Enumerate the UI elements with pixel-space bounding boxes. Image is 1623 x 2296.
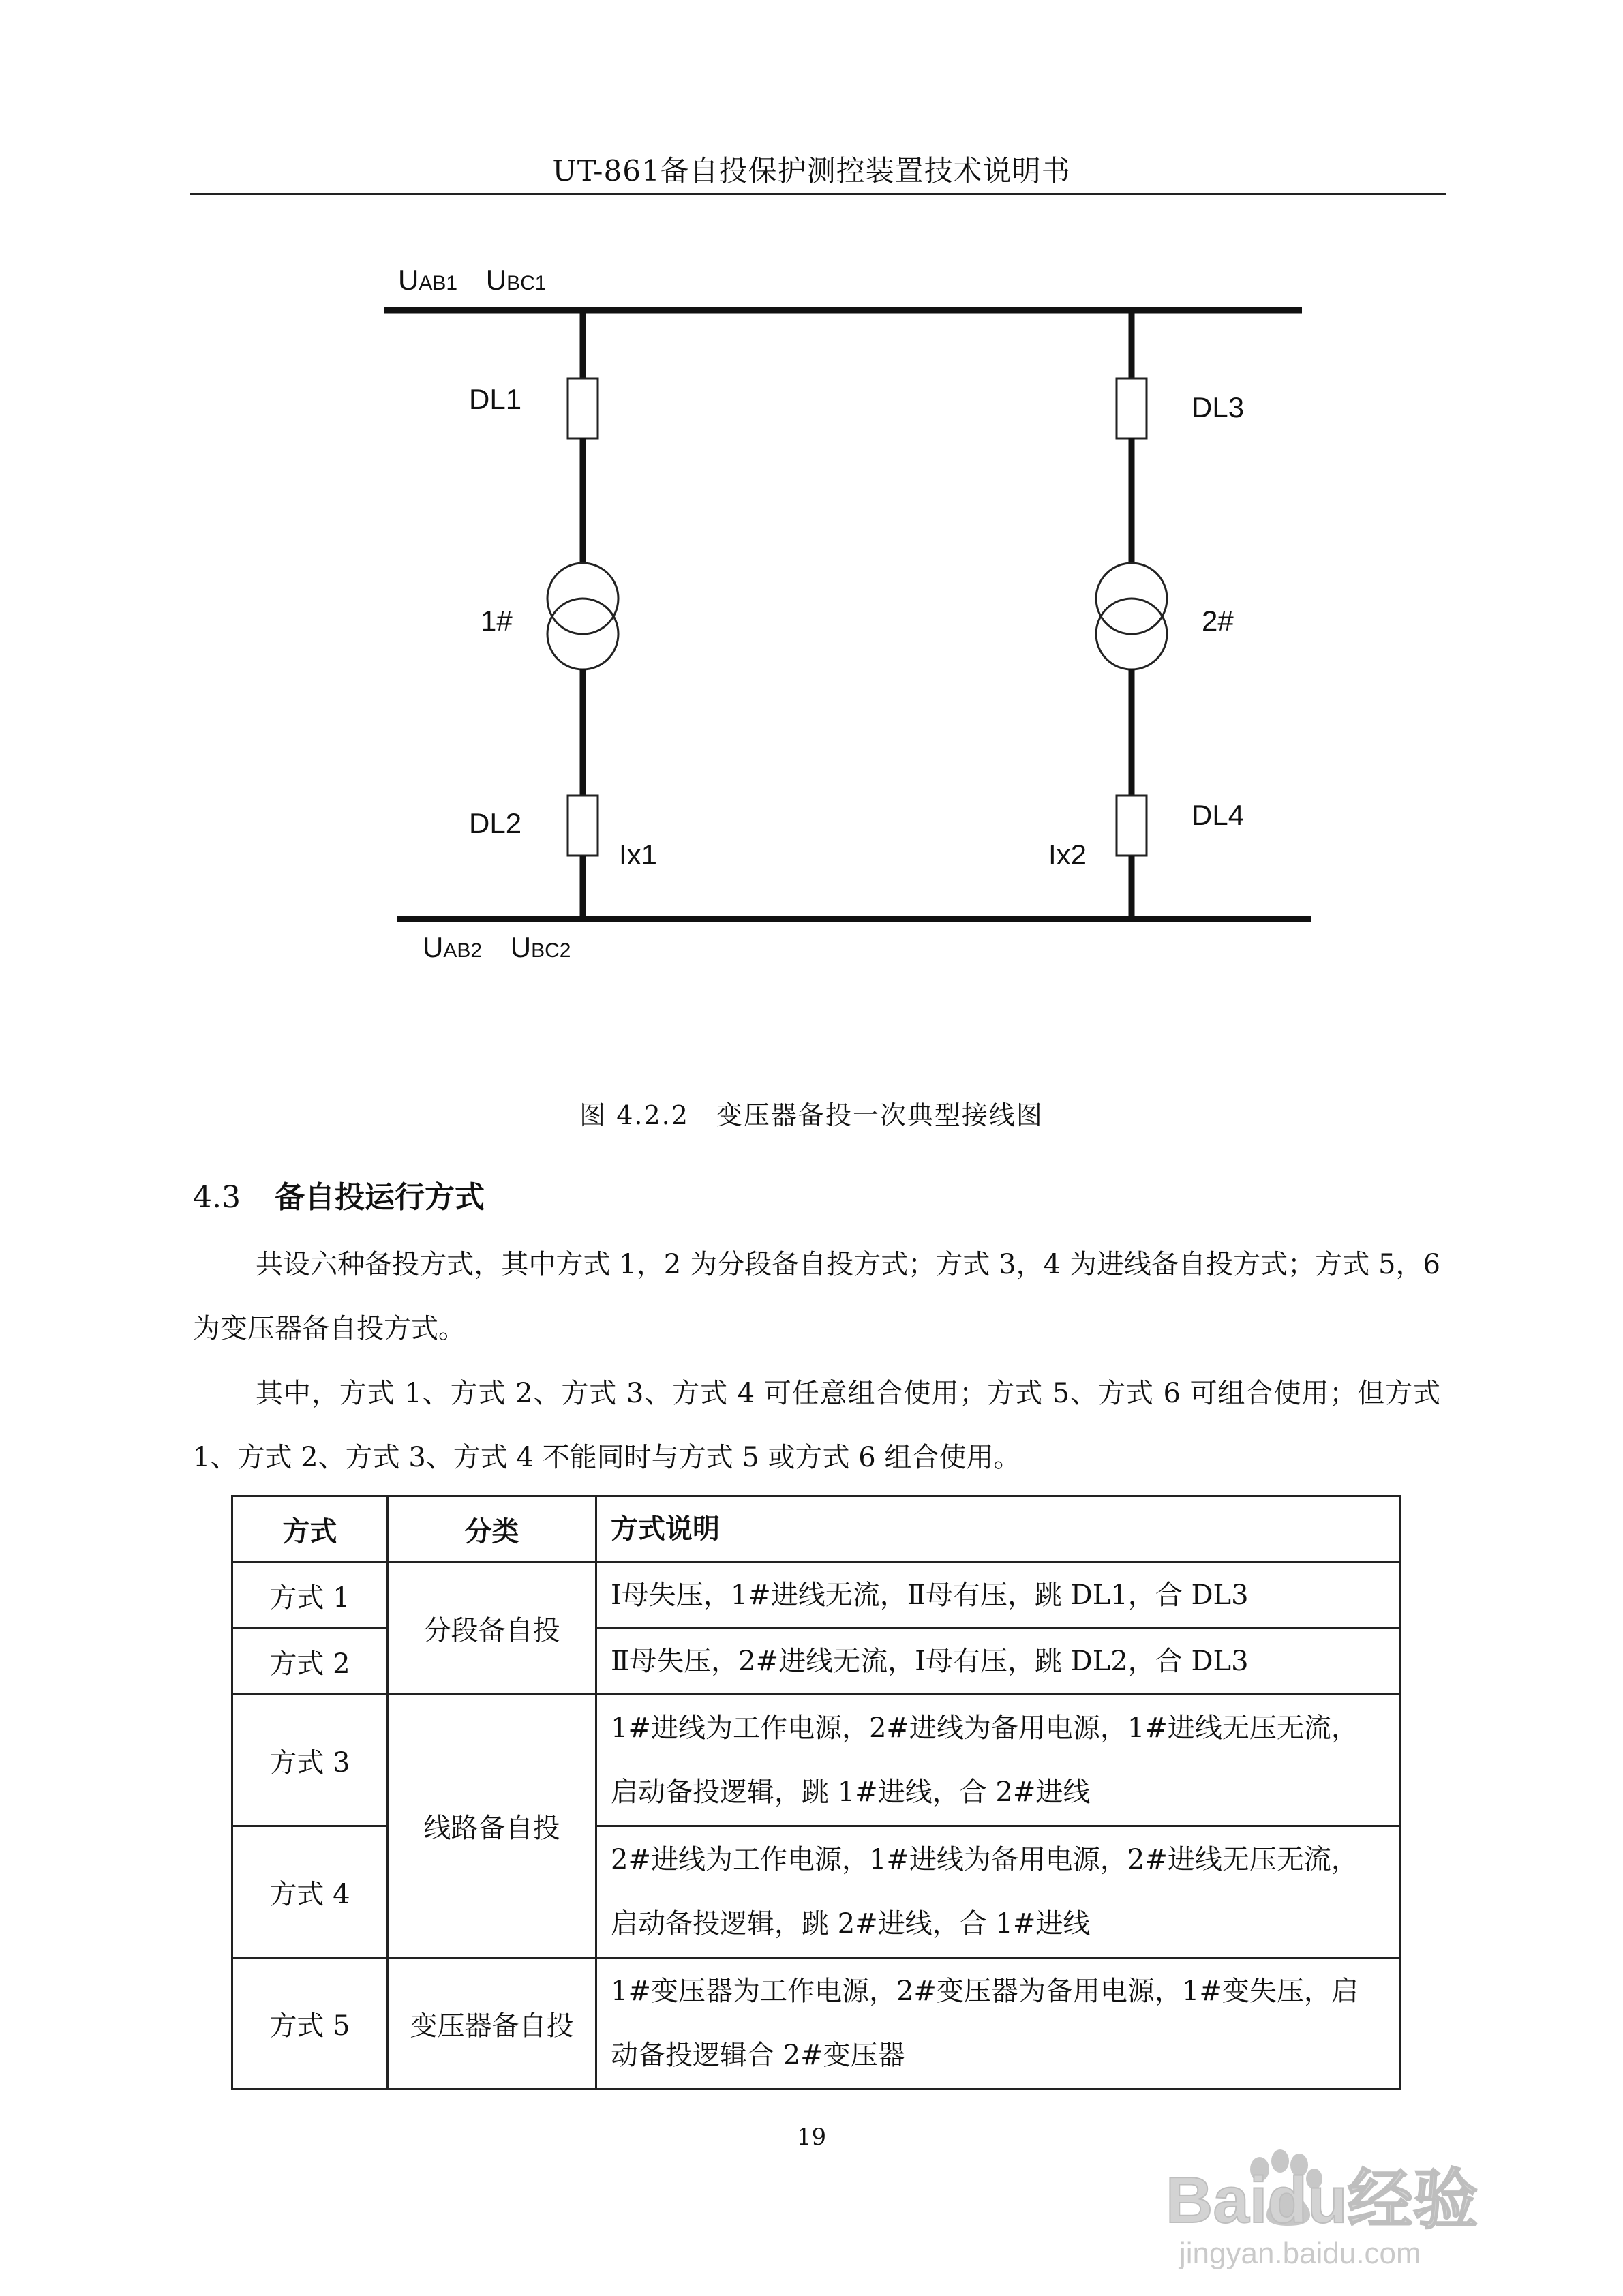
- label-ix2: Ix2: [1048, 839, 1087, 871]
- label-dl2: DL2: [469, 807, 522, 839]
- bottom-bus-label: UAB2 UBC2: [423, 931, 571, 963]
- header-mode: 方式: [232, 1496, 388, 1562]
- top-bus-label: UAB1 UBC1: [398, 264, 547, 296]
- cell-description: Ⅰ母失压，1#进线无流，Ⅱ母有压，跳 DL1，合 DL3: [596, 1562, 1400, 1629]
- section-heading: [193, 1173, 485, 1216]
- header-description: 方式说明: [596, 1496, 1400, 1562]
- left-feeder: [547, 310, 618, 919]
- label-dl3: DL3: [1192, 391, 1245, 423]
- cell-category: 线路备自投: [388, 1695, 596, 1958]
- table-row: [232, 1958, 1400, 2089]
- cell-description: 1#进线为工作电源，2#进线为备用电源，1#进线无压无流，启动备投逻辑，跳 1#进线，合 2#进线: [596, 1695, 1400, 1826]
- baidu-jingyan-watermark: [1152, 2134, 1534, 2270]
- wiring-diagram: [0, 0, 1623, 1023]
- paragraph-modes-overview: 共设六种备投方式，其中方式 1，2 为分段备自投方式；方式 3，4 为进线备自投方式；方式 5，6 为变压器备自投方式。: [193, 1249, 1440, 1344]
- label-ix1: Ix1: [619, 839, 658, 871]
- cell-category: 变压器备自投: [388, 1958, 596, 2089]
- figure-caption: 图 4.2.2 变压器备投一次典型接线图: [579, 1100, 1044, 1130]
- document-header-title: UT-861备自投保护测控装置技术说明书: [552, 154, 1071, 187]
- right-feeder: [1096, 310, 1167, 919]
- breaker-dl4: [1117, 796, 1147, 856]
- label-dl4: DL4: [1192, 799, 1245, 831]
- watermark-brand: Baidu经验: [1166, 2164, 1478, 2237]
- watermark-url: jingyan.baidu.com: [1179, 2237, 1421, 2270]
- cell-mode: 方式 3: [232, 1695, 388, 1826]
- label-dl1: DL1: [469, 383, 522, 415]
- page-number: 19: [796, 2124, 827, 2151]
- paragraph-modes-combination: 其中，方式 1、方式 2、方式 3、方式 4 可任意组合使用；方式 5、方式 6 可组合使用；但方式 1、方式 2、方式 3、方式 4 不能同时与方式 5 或方式 6 组合使用。: [193, 1378, 1440, 1473]
- header-category: 分类: [388, 1496, 596, 1562]
- label-transformer-2: 2#: [1202, 605, 1234, 637]
- section-title: 备自投运行方式: [274, 1180, 485, 1215]
- label-transformer-1: 1#: [481, 605, 513, 637]
- cell-mode: 方式 4: [232, 1826, 388, 1958]
- breaker-dl2: [568, 796, 598, 856]
- cell-mode: 方式 1: [232, 1562, 388, 1629]
- cell-category: 分段备自投: [388, 1562, 596, 1695]
- modes-table: [231, 1495, 1401, 2090]
- cell-description: 1#变压器为工作电源，2#变压器为备用电源，1#变失压，启动备投逻辑合 2#变压器: [596, 1958, 1400, 2089]
- breaker-dl3: [1117, 378, 1147, 438]
- cell-mode: 方式 5: [232, 1958, 388, 2089]
- cell-description: Ⅱ母失压，2#进线无流，Ⅰ母有压，跳 DL2，合 DL3: [596, 1629, 1400, 1695]
- cell-mode: 方式 2: [232, 1629, 388, 1695]
- table-row: [232, 1695, 1400, 1826]
- table-header-row: [232, 1496, 1400, 1562]
- cell-description: 2#进线为工作电源，1#进线为备用电源，2#进线无压无流，启动备投逻辑，跳 2#进线，合 1#进线: [596, 1826, 1400, 1958]
- table-row: [232, 1562, 1400, 1629]
- breaker-dl1: [568, 378, 598, 438]
- section-number: 4.3: [193, 1180, 241, 1215]
